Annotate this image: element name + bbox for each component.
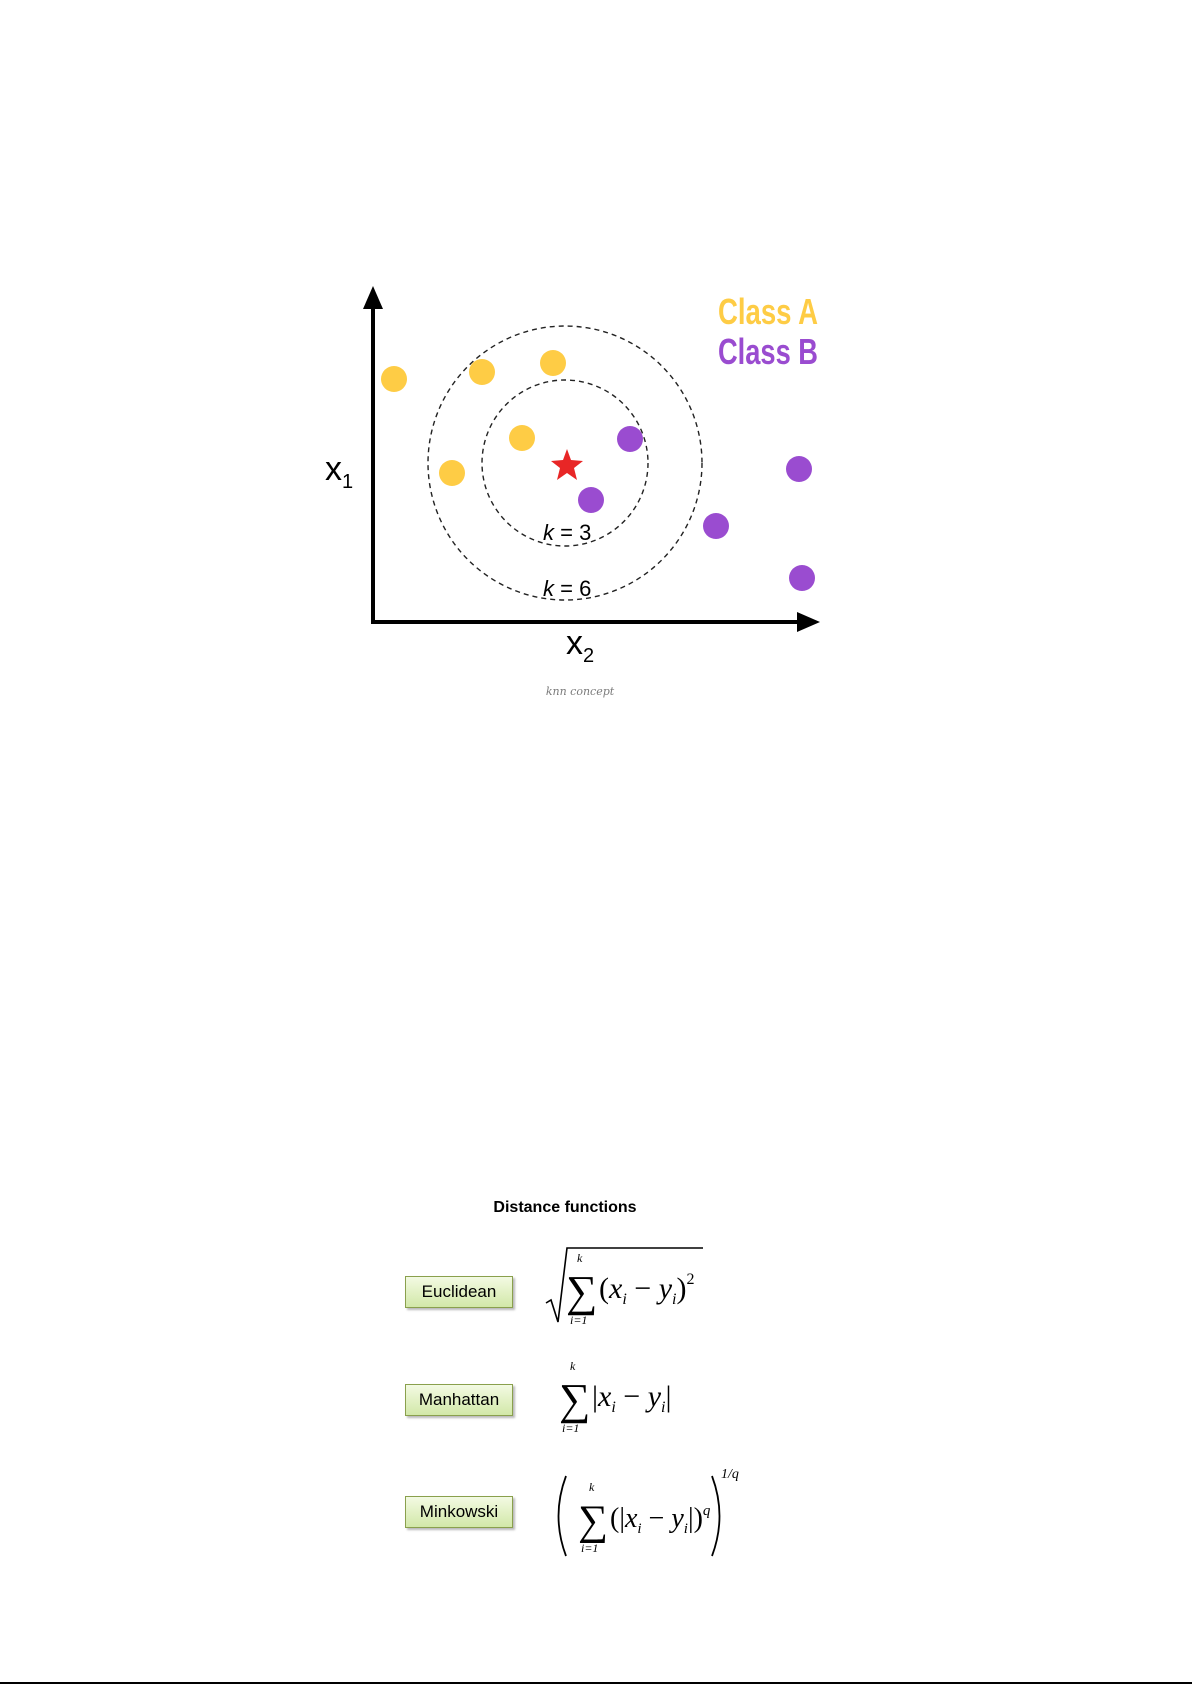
manhattan-label: Manhattan: [405, 1384, 513, 1416]
manhattan-body: $|x_i - y_i|$: [592, 1380, 672, 1416]
big-left-paren: [559, 1476, 567, 1556]
axis-label-x1: $x_1$: [325, 450, 354, 493]
minkowski-body: $(|x_i - y_i|)^q$: [610, 1503, 711, 1537]
sum-symbol: ∑: [559, 1375, 591, 1424]
page-bottom-rule: [0, 1682, 1192, 1684]
euclidean-label: Euclidean: [405, 1276, 513, 1308]
legend-class-a: Class A: [718, 291, 818, 332]
legend-class-b: Class B: [718, 331, 818, 372]
sum-symbol: ∑: [566, 1267, 598, 1316]
figure-caption: knn concept: [545, 685, 615, 698]
big-right-paren: [712, 1476, 720, 1556]
k6-label: k = 6: [543, 576, 592, 601]
axis-label-x2: $x_2$: [566, 624, 595, 667]
sum-k: k: [577, 1251, 583, 1265]
sum-k: k: [589, 1480, 595, 1494]
euclidean-body: $(x_i - y_i)^2$: [599, 1271, 695, 1308]
sum-lower: i=1: [570, 1313, 588, 1327]
minkowski-formula: [559, 1467, 739, 1556]
minkowski-exponent: 1/q: [721, 1467, 739, 1482]
k3-label: k = 3: [543, 520, 592, 545]
manhattan-formula: [559, 1359, 672, 1435]
minkowski-label: Minkowski: [405, 1496, 513, 1528]
euclidean-formula: [546, 1248, 703, 1327]
sum-lower: i=1: [581, 1541, 599, 1555]
sum-k: k: [570, 1359, 576, 1373]
sum-lower: i=1: [562, 1421, 580, 1435]
sum-symbol: ∑: [578, 1498, 608, 1544]
distance-functions-title: Distance functions: [493, 1199, 637, 1216]
